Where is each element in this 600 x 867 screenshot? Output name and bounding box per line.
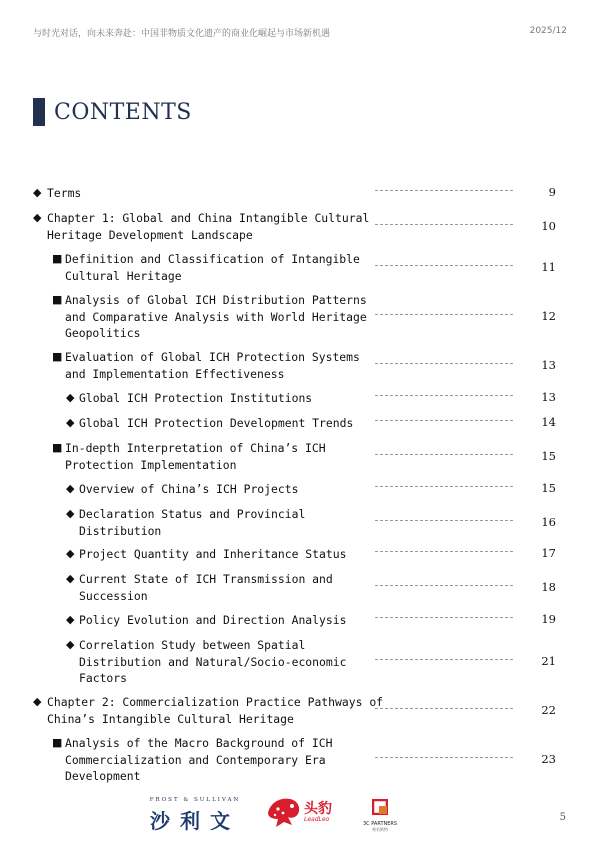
toc-entry-text: Distribution <box>79 523 162 538</box>
toc-entry-text: Overview of China’s ICH Projects <box>79 482 299 496</box>
toc-page-number: 19 <box>541 612 556 627</box>
square-bullet-icon: ■ <box>52 736 63 749</box>
leopard-icon <box>266 795 302 829</box>
footer-logos <box>0 795 600 835</box>
toc-entry-text: Global ICH Protection Development Trends <box>79 416 354 430</box>
page-number: 5 <box>559 812 566 823</box>
toc-entry-text: Commercialization and Contemporary Era <box>65 752 326 767</box>
toc-leader-dots <box>375 224 513 225</box>
toc-entry-text: Heritage Development Landscape <box>47 227 253 242</box>
toc-leader-dots <box>375 454 513 455</box>
toc-leader-dots <box>375 617 513 618</box>
toc-page-number: 16 <box>541 514 556 529</box>
toc-page-number: 13 <box>541 390 556 405</box>
frost-sullivan-logo <box>140 797 250 834</box>
toc-entry-text: Evaluation of Global ICH Protection Systems <box>65 350 360 364</box>
toc-entry-text: Distribution and Natural/Socio-economic <box>79 654 347 669</box>
toc-entry-text: In-depth Interpretation of China’s ICH <box>65 441 326 455</box>
toc-page-number: 11 <box>541 259 556 274</box>
leadleo-logo <box>266 795 338 831</box>
square-bullet-icon: ■ <box>52 252 63 265</box>
toc-entry-text: Current State of ICH Transmission and <box>79 572 333 586</box>
toc-leader-dots <box>375 520 513 521</box>
toc-entry-text: Policy Evolution and Direction Analysis <box>79 613 347 627</box>
toc-page-number: 22 <box>541 702 556 717</box>
diamond-bullet-icon: ◆ <box>66 613 75 626</box>
toc-leader-dots <box>375 314 513 315</box>
toc-entry-text: Analysis of Global ICH Distribution Patterns <box>65 293 367 307</box>
toc-entry-text: Succession <box>79 588 148 603</box>
toc-leader-dots <box>375 659 513 660</box>
diamond-bullet-icon: ◆ <box>66 482 75 495</box>
toc-page-number: 23 <box>541 751 556 766</box>
toc-entry-text: Chapter 2: Commercialization Practice Pathways of <box>47 695 384 709</box>
toc-page-number: 14 <box>541 415 556 430</box>
page-header <box>33 26 567 39</box>
toc-page-number: 9 <box>548 185 556 200</box>
square-bullet-icon: ■ <box>52 441 63 454</box>
toc-entry-text: Definition and Classification of Intangible <box>65 252 360 266</box>
toc-entry-text: and Comparative Analysis with World Heritage <box>65 309 367 324</box>
toc-leader-dots <box>375 395 513 396</box>
diamond-bullet-icon: ◆ <box>66 416 75 429</box>
toc-page-number: 21 <box>541 653 556 668</box>
toc-page-number: 15 <box>541 481 556 496</box>
leadleo-en: LeadLeo <box>304 816 330 823</box>
frost-sullivan-cn: 沙利文 <box>150 809 240 833</box>
toc-entry-text: Project Quantity and Inheritance Status <box>79 547 347 561</box>
toc-leader-dots <box>375 757 513 758</box>
toc-leader-dots <box>375 265 513 266</box>
diamond-bullet-icon: ◆ <box>66 547 75 560</box>
diamond-bullet-icon: ◆ <box>33 211 42 224</box>
diamond-bullet-icon: ◆ <box>33 695 42 708</box>
toc-leader-dots <box>375 363 513 364</box>
toc-entry-text: China’s Intangible Cultural Heritage <box>47 711 294 726</box>
toc-leader-dots <box>375 190 513 191</box>
frost-sullivan-en: FROST & SULLIVAN <box>149 797 241 803</box>
toc-page-number: 18 <box>541 579 556 594</box>
toc-page-number: 13 <box>541 357 556 372</box>
toc-leader-dots <box>375 420 513 421</box>
toc-leader-dots <box>375 486 513 487</box>
toc-entry-text: Global ICH Protection Institutions <box>79 391 313 405</box>
heading-accent-bar <box>33 98 45 126</box>
diamond-bullet-icon: ◆ <box>66 507 75 520</box>
toc-entry-text: Correlation Study between Spatial <box>79 638 306 652</box>
toc-entry-text: Cultural Heritage <box>65 268 182 283</box>
report-date: 2025/12 <box>529 26 567 36</box>
3c-square-icon <box>372 799 388 815</box>
3c-partners-cn: 弗若斯特 <box>372 827 388 832</box>
contents-title: CONTENTS <box>54 99 192 125</box>
square-bullet-icon: ■ <box>52 350 63 363</box>
toc-leader-dots <box>375 585 513 586</box>
leadleo-cn: 头豹 <box>304 801 332 817</box>
square-bullet-icon: ■ <box>52 293 63 306</box>
toc-entry-text: Terms <box>47 186 82 200</box>
diamond-bullet-icon: ◆ <box>33 186 42 199</box>
toc-page-number: 15 <box>541 448 556 463</box>
toc-entry-text: Development <box>65 769 141 783</box>
3c-partners-logo <box>358 799 402 833</box>
toc-leader-dots <box>375 708 513 709</box>
toc-entry-text: Analysis of the Macro Background of ICH <box>65 736 333 750</box>
toc-page-number: 12 <box>541 308 556 323</box>
diamond-bullet-icon: ◆ <box>66 572 75 585</box>
toc-entry-text: Chapter 1: Global and China Intangible Cultural <box>47 211 370 225</box>
toc-page-number: 17 <box>541 546 556 561</box>
toc-entry-text: and Implementation Effectiveness <box>65 366 285 381</box>
toc-entry-text: Geopolitics <box>65 326 141 340</box>
toc-entry-text: Declaration Status and Provincial <box>79 507 306 521</box>
3c-partners-en: 3C PARTNERS <box>362 821 398 827</box>
diamond-bullet-icon: ◆ <box>66 391 75 404</box>
diamond-bullet-icon: ◆ <box>66 638 75 651</box>
report-title: 与时光对话，向未来奔赴：中国非物质文化遗产的商业化崛起与市场新机遇 <box>33 29 331 39</box>
toc-page-number: 10 <box>541 218 556 233</box>
toc-entry-text: Factors <box>79 671 128 685</box>
contents-heading <box>33 98 192 126</box>
toc-leader-dots <box>375 551 513 552</box>
toc-entry-text: Protection Implementation <box>65 457 237 472</box>
